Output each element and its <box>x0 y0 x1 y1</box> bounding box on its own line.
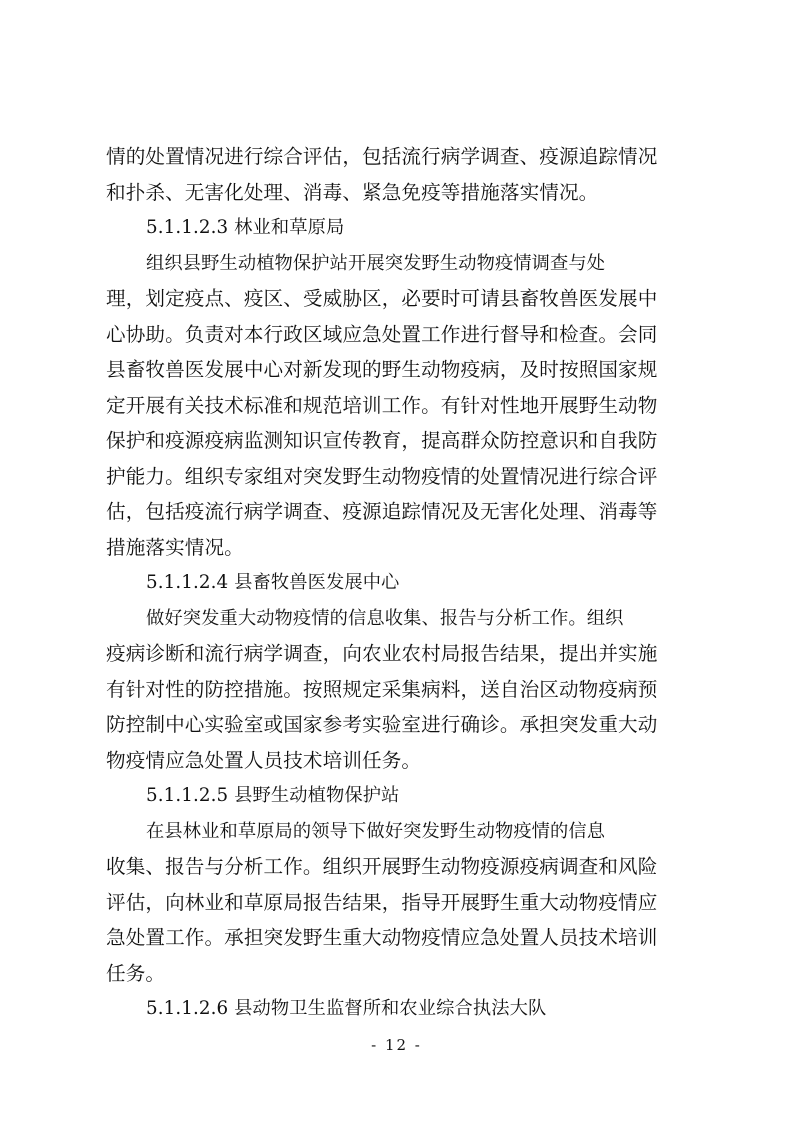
text-line: 收集、报告与分析工作。组织开展野生动物疫源疫病调查和风险 <box>106 855 658 878</box>
text-line: 定开展有关技术标准和规范培训工作。有针对性地开展野生动物 <box>106 394 658 417</box>
text-line: 估，包括疫流行病学调查、疫源追踪情况及无害化处理、消毒等 <box>106 500 658 523</box>
text-line: 措施落实情况。 <box>106 536 244 559</box>
text-line: 做好突发重大动物疫情的信息收集、报告与分析工作。组织 <box>146 608 624 629</box>
text-line: 评估，向林业和草原局报告结果，指导开展野生重大动物疫情应 <box>106 891 658 914</box>
text-line: 任务。 <box>106 962 166 985</box>
text-line: 在县林业和草原局的领导下做好突发野生动物疫情的信息 <box>146 821 606 842</box>
text-line: 情的处置情况进行综合评估，包括流行病学调查、疫源追踪情况 <box>106 145 658 168</box>
text-line: 县畜牧兽医发展中心对新发现的野生动物疫病，及时按照国家规 <box>106 358 658 381</box>
text-line: 心协助。负责对本行政区域应急处置工作进行督导和检查。会同 <box>106 323 658 346</box>
text-line: 物疫情应急处置人员技术培训任务。 <box>106 749 422 772</box>
section-heading: 5.1.1.2.4 县畜牧兽医发展中心 <box>146 572 400 593</box>
section-heading: 5.1.1.2.5 县野生动植物保护站 <box>146 785 400 806</box>
text-line: 保护和疫源疫病监测知识宣传教育，提高群众防控意识和自我防 <box>106 429 658 452</box>
text-line: 护能力。组织专家组对突发野生动物疫情的处置情况进行综合评 <box>106 465 658 488</box>
section-heading: 5.1.1.2.3 林业和草原局 <box>146 217 345 238</box>
text-line: 防控制中心实验室或国家参考实验室进行确诊。承担突发重大动 <box>106 713 658 736</box>
page-number: - 12 - <box>371 1036 422 1054</box>
text-line: 急处置工作。承担突发野生重大动物疫情应急处置人员技术培训 <box>106 926 658 949</box>
text-line: 有针对性的防控措施。按照规定采集病料，送自治区动物疫病预 <box>106 678 658 701</box>
text-line: 组织县野生动植物保护站开展突发野生动物疫情调查与处 <box>146 253 606 274</box>
text-line: 理，划定疫点、疫区、受威胁区，必要时可请县畜牧兽医发展中 <box>106 287 658 310</box>
text-line: 和扑杀、无害化处理、消毒、紧急免疫等措施落实情况。 <box>106 181 599 204</box>
section-heading: 5.1.1.2.6 县动物卫生监督所和农业综合执法大队 <box>146 998 547 1019</box>
text-line: 疫病诊断和流行病学调查，向农业农村局报告结果，提出并实施 <box>106 642 658 665</box>
